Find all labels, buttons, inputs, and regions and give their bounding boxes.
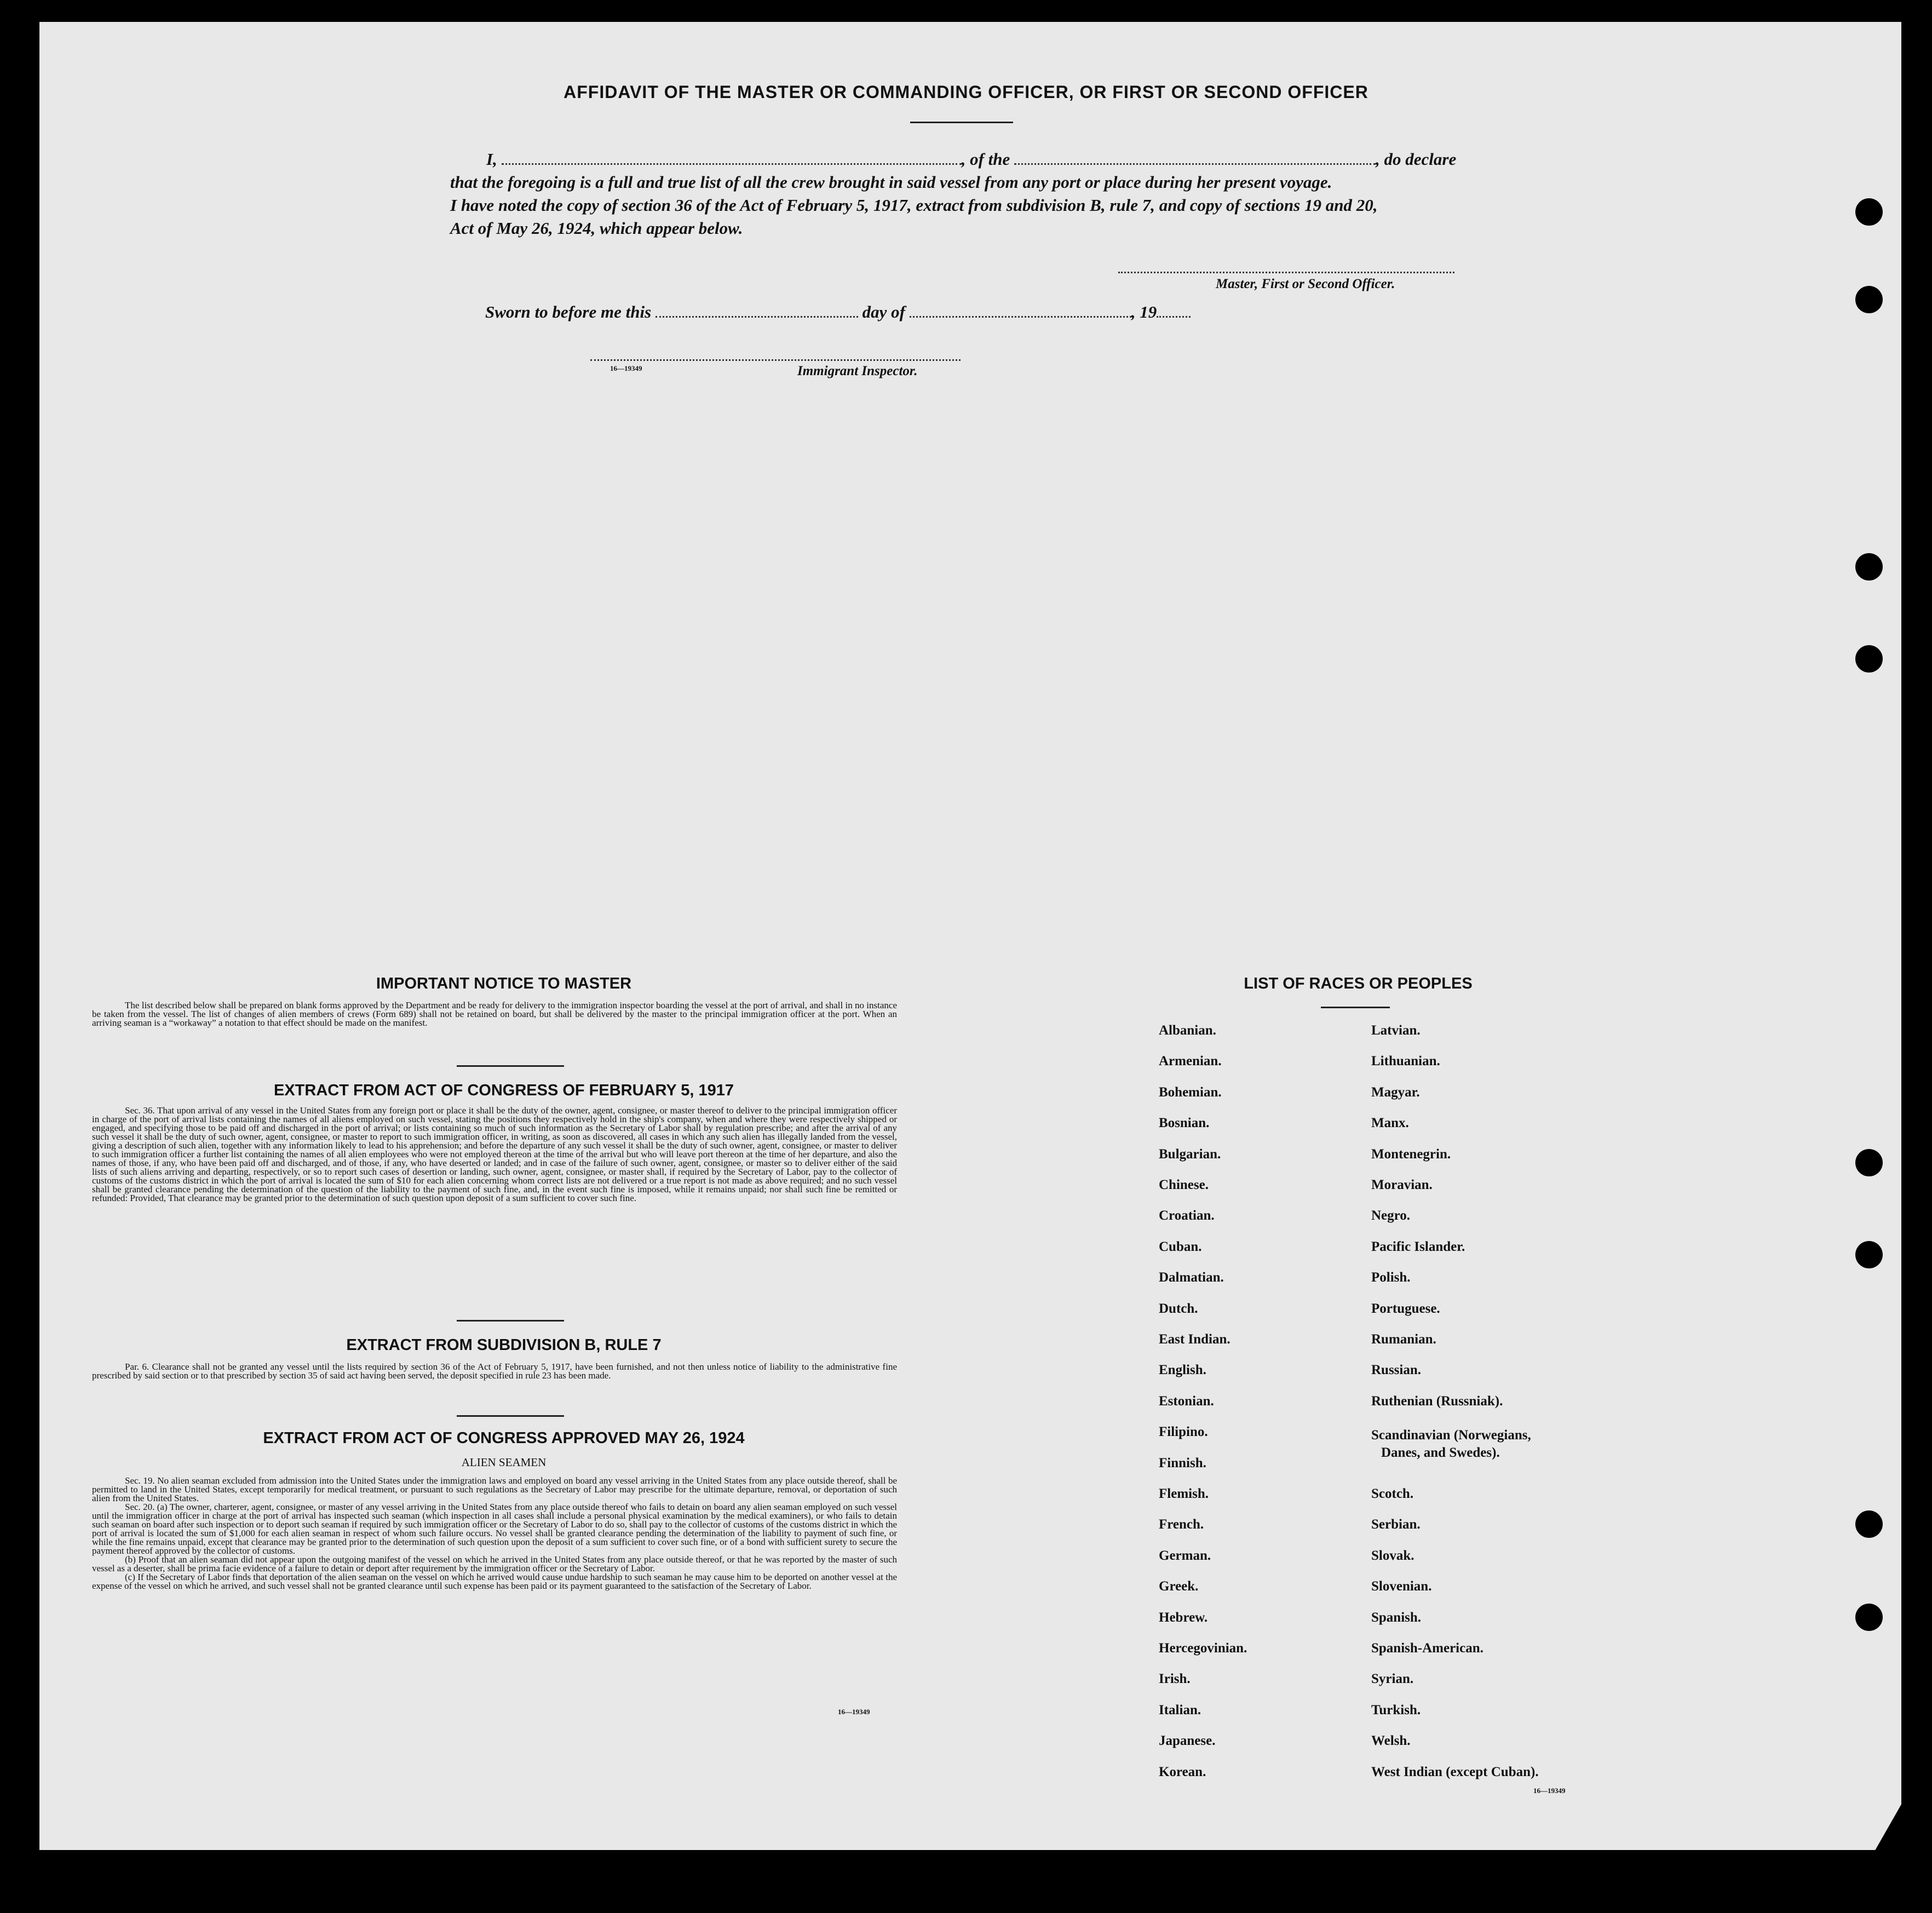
race-item: Albanian. (1159, 1023, 1216, 1038)
punch-hole (1855, 1604, 1883, 1631)
sworn-year-prefix: , 19 (1131, 302, 1157, 321)
race-item: Manx. (1371, 1116, 1409, 1131)
race-item: Armenian. (1159, 1054, 1222, 1069)
sworn-day-of: day of (862, 302, 905, 321)
declaration-line-4: Act of May 26, 1924, which appear below. (450, 219, 743, 238)
divider (910, 122, 1013, 123)
divider (457, 1320, 564, 1322)
rule7-paragraph: Par. 6. Clearance shall not be granted any vessel until the lists required by section 36 of the Act of February 5, 1917, have been furnished, and not then unless notice of liability to the administrative fine prescribed by said section or to that prescribed by section 35 of said act having been served, the deposit specified in rule 23 has been made. (92, 1361, 897, 1381)
alien-seamen-subheading: ALIEN SEAMEN (461, 1456, 547, 1469)
race-item: French. (1159, 1517, 1204, 1532)
race-item: Spanish-American. (1371, 1641, 1484, 1656)
race-item: Negro. (1371, 1208, 1411, 1223)
vessel-name-field[interactable] (1014, 163, 1376, 165)
form-number: 16—19349 (838, 1708, 870, 1716)
extract-1917-body (92, 1106, 897, 1203)
race-item: English. (1159, 1363, 1206, 1378)
race-item: East Indian. (1159, 1332, 1231, 1347)
punch-hole (1855, 1510, 1883, 1538)
extract-1924-body (92, 1477, 897, 1590)
extract-1924-heading: EXTRACT FROM ACT OF CONGRESS APPROVED MAY 26, 1924 (263, 1429, 745, 1447)
race-item: Bohemian. (1159, 1084, 1222, 1100)
race-item: Finnish. (1159, 1455, 1206, 1470)
race-item: Japanese. (1159, 1733, 1216, 1749)
divider (1321, 1007, 1390, 1008)
affidavit-title: AFFIDAVIT OF THE MASTER OR COMMANDING OFFICER, OR FIRST OR SECOND OFFICER (564, 82, 1369, 102)
race-item: Greek. (1159, 1579, 1199, 1594)
race-item: Danes, and Swedes). (1381, 1445, 1500, 1461)
extract-rule7-body (92, 1363, 897, 1380)
declaration-line-2: that the foregoing is a full and true list of all the crew brought in said vessel from any port or place during her present voyage. (450, 173, 1332, 192)
signature-caption: Master, First or Second Officer. (1216, 277, 1395, 291)
race-item: Montenegrin. (1371, 1146, 1451, 1162)
race-item: Scandinavian (Norwegians, (1371, 1428, 1531, 1443)
races-heading: LIST OF RACES OR PEOPLES (1244, 975, 1473, 992)
sworn-year-field[interactable] (1157, 316, 1191, 318)
race-item: Hercegovinian. (1159, 1641, 1247, 1656)
notice-heading: IMPORTANT NOTICE TO MASTER (376, 975, 632, 992)
extract-1917-heading: EXTRACT FROM ACT OF CONGRESS OF FEBRUARY 5, 1917 (273, 1082, 734, 1099)
race-item: Chinese. (1159, 1177, 1209, 1192)
declaration-do-declare: , do declare (1376, 150, 1457, 169)
race-item: Lithuanian. (1371, 1054, 1440, 1069)
race-item: Dutch. (1159, 1301, 1198, 1316)
race-item: Hebrew. (1159, 1610, 1208, 1625)
punch-hole (1855, 1241, 1883, 1268)
sworn-month-field[interactable] (910, 316, 1131, 318)
punch-hole (1855, 553, 1883, 581)
race-item: Slovak. (1371, 1548, 1415, 1563)
race-item: Korean. (1159, 1764, 1206, 1779)
race-item: Portuguese. (1371, 1301, 1440, 1316)
divider (457, 1415, 564, 1417)
race-item: Turkish. (1371, 1702, 1421, 1717)
sworn-day-field[interactable] (656, 316, 858, 318)
race-item: Italian. (1159, 1702, 1201, 1717)
race-item: Flemish. (1159, 1486, 1209, 1501)
race-item: West Indian (except Cuban). (1371, 1764, 1539, 1779)
race-item: Syrian. (1371, 1671, 1414, 1687)
race-item: Filipino. (1159, 1424, 1208, 1440)
race-item: Croatian. (1159, 1208, 1215, 1223)
declarant-name-field[interactable] (502, 163, 962, 165)
sworn-statement (485, 302, 1191, 322)
inspector-signature-field[interactable] (590, 359, 961, 361)
notice-body (92, 1001, 897, 1027)
race-item: Cuban. (1159, 1239, 1202, 1254)
inspector-caption: Immigrant Inspector. (797, 364, 918, 378)
sworn-label: Sworn to before me this (485, 302, 652, 321)
race-item: Rumanian. (1371, 1332, 1436, 1347)
declaration-i: I, (486, 150, 497, 169)
section-20a-paragraph: Sec. 20. (a) The owner, charterer, agent, consignee, or master of any vessel arriving in the United States from any place outside thereof who fails to detain on board any alien seaman employed on such vessel until the immigration officer in charge at the port of arrival has inspected such seaman (which inspection in all cases shall include a personal physical examination by the medical examiners), or who fails to detain such seaman on board after such inspection or to deport such seaman if required by such immigration officer or the Secretary of Labor to do so, shall pay to the collector of customs of the customs district in which the port of arrival is located the sum of $1,000 for each alien seaman in respect of whom such failure occurs. No vessel shall be granted clearance pending the determination of the liability to payment of such fine, or while the fine remains unpaid, except that clearance may be granted prior to the determination of such question upon the deposit of a sum sufficient to cover such fine, or of a bond with sufficient surety to secure the payment thereof approved by the collector of customs. (92, 1502, 897, 1556)
race-item: Welsh. (1371, 1733, 1411, 1749)
race-item: Moravian. (1371, 1177, 1433, 1192)
divider (457, 1065, 564, 1067)
race-item: Spanish. (1371, 1610, 1422, 1625)
race-item: Magyar. (1371, 1084, 1420, 1100)
race-item: Scotch. (1371, 1486, 1414, 1501)
race-item: Estonian. (1159, 1393, 1214, 1409)
section-20b-paragraph: (b) Proof that an alien seaman did not appear upon the outgoing manifest of the vessel on which he arrived in the United States from any place outside thereof, or that he was reported by the master of such vessel as a deserter, shall be prima facie evidence of a failure to detain or deport after requirement by the immigration officer or the Secretary of Labor. (92, 1554, 897, 1573)
section-36-paragraph: Sec. 36. That upon arrival of any vessel in the United States from any foreign port or place it shall be the duty of the owner, agent, consignee, or master thereof to deliver to the principal immigration officer in charge of the port of arrival lists containing the names of all aliens employed on such vessel, stating the positions they respectively hold in the ship's company, when and where they were respectively shipped or engaged, and specifying those to be paid off and discharged in the port of arrival; or lists containing so much of such information as the Secretary of Labor shall by regulation prescribe; and after the arrival of any such vessel it shall be the duty of such owner, agent, consignee, or master to report to such immigration officer, in writing, as soon as discovered, all cases in which any such alien has illegally landed from the vessel, giving a description of such alien, together with any information likely to lead to his apprehension; and before the departure of any such vessel it shall be the duty of such owner, agent, consignee, or master to deliver to such immigration officer a further list containing the names of all alien employees who were not employed thereon at the time of the arrival but who will leave port thereon at the time of her departure, and also the names of those, if any, who have been paid off and discharged, and of those, if any, who have deserted or landed; and in case of the failure of such owner, agent, consignee, or master so to deliver either of the said lists of such aliens arriving and departing, respectively, or so to report such cases of desertion or landing, such owner, agent, consignee, or master shall, if required by the Secretary of Labor, pay to the collector of customs of the customs district in which the port of arrival is located the sum of $10 for each alien concerning whom correct lists are not delivered or a true report is not made as above required; and no such vessel shall be granted clearance pending the determination of the question of the liability to the payment of such fine, and, in the event such fine is imposed, while it remains unpaid; nor shall such fine be remitted or refunded: Provided, That clearance may be granted prior to the determination of such question upon deposit of a sum sufficient to cover such fine. (92, 1105, 897, 1203)
race-item: German. (1159, 1548, 1211, 1563)
section-20c-paragraph: (c) If the Secretary of Labor finds that deportation of the alien seaman on the vessel on which he arrived would cause undue hardship to such seaman he may cause him to be deported on another vessel at the expense of the vessel on which he arrived, and such vessel shall not be granted clearance until such expense has been paid or its payment guaranteed to the satisfaction of the Secretary of Labor. (92, 1572, 897, 1591)
race-item: Dalmatian. (1159, 1270, 1224, 1285)
race-item: Irish. (1159, 1671, 1191, 1687)
race-item: Bosnian. (1159, 1116, 1210, 1131)
extract-rule7-heading: EXTRACT FROM SUBDIVISION B, RULE 7 (346, 1336, 662, 1354)
declaration-line-3: I have noted the copy of section 36 of the Act of February 5, 1917, extract from subdivision B, rule 7, and copy of sections 19 and 20, (450, 196, 1378, 215)
punch-hole (1855, 198, 1883, 226)
race-item: Slovenian. (1371, 1579, 1432, 1594)
race-item: Bulgarian. (1159, 1146, 1221, 1162)
race-item: Latvian. (1371, 1023, 1421, 1038)
punch-hole (1855, 286, 1883, 313)
race-item: Polish. (1371, 1270, 1411, 1285)
punch-hole (1855, 645, 1883, 673)
race-item: Russian. (1371, 1363, 1422, 1378)
race-item: Ruthenian (Russniak). (1371, 1393, 1503, 1409)
race-item: Serbian. (1371, 1517, 1421, 1532)
notice-paragraph: The list described below shall be prepared on blank forms approved by the Department and be ready for delivery to the immigration inspector boarding the vessel at the port of arrival, and shall in no instance be taken from the vessel. The list of changes of alien members of crews (Form 689) shall not be retained on board, but shall be delivered by the master to the principal immigration officer at the port. When an arriving seaman is a “workaway” a notation to that effect should be made on the manifest. (92, 1000, 897, 1028)
declaration-of-the: , of the (961, 150, 1010, 169)
section-19-paragraph: Sec. 19. No alien seaman excluded from admission into the United States under the immigration laws and employed on board any vessel arriving in the United States from any place outside thereof, shall be permitted to land in the United States, except temporarily for medical treatment, or pursuant to such regulations as the Secretary of Labor may prescribe for the ultimate departure, removal, or deportation of such alien from the United States. (92, 1475, 897, 1503)
form-number: 16—19349 (610, 364, 642, 372)
punch-hole (1855, 1149, 1883, 1176)
master-signature-field[interactable] (1118, 272, 1454, 273)
form-number: 16—19349 (1533, 1786, 1566, 1795)
declaration-text (450, 148, 1480, 240)
race-item: Pacific Islander. (1371, 1239, 1465, 1254)
